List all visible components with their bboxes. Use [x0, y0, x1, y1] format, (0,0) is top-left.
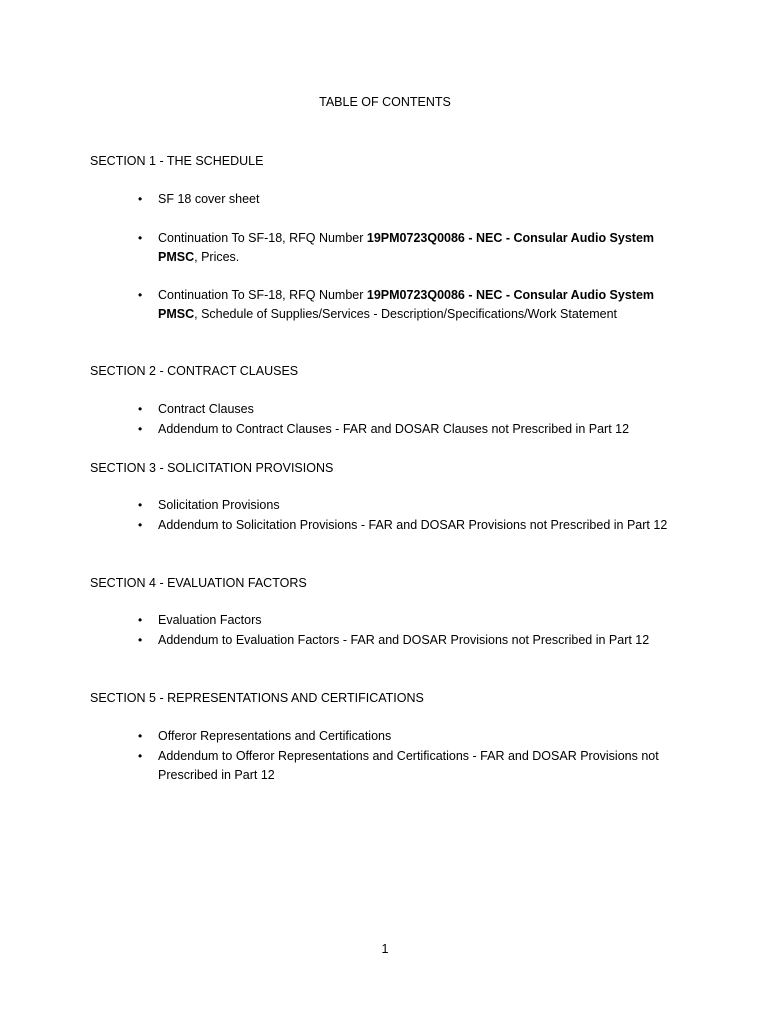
section-item-list	[90, 727, 690, 785]
bullet-icon: •	[138, 231, 143, 245]
bullet-icon: •	[138, 402, 143, 416]
list-item	[90, 516, 690, 535]
section-item-list	[90, 496, 690, 535]
bullet-icon: •	[138, 422, 143, 436]
bullet-icon: •	[138, 729, 143, 743]
list-item	[90, 400, 690, 419]
list-item	[90, 420, 690, 439]
section-3	[90, 459, 690, 535]
item-text: Evaluation Factors	[158, 613, 262, 627]
item-text: Addendum to Offeror Representations and Certifications - FAR and DOSAR Provisions not Prescribed in Part 12	[158, 749, 659, 782]
bullet-icon: •	[138, 749, 143, 763]
list-item	[90, 229, 690, 267]
bullet-icon: •	[138, 192, 143, 206]
section-heading: SECTION 5 - REPRESENTATIONS AND CERTIFICATIONS	[90, 691, 424, 705]
list-item	[90, 611, 690, 630]
section-heading: SECTION 2 - CONTRACT CLAUSES	[90, 364, 299, 378]
section-heading: SECTION 4 - EVALUATION FACTORS	[90, 576, 307, 590]
list-item	[90, 286, 690, 324]
item-text-bold: 19PM0723Q0086 - NEC - Consular Audio System PMSC	[158, 231, 655, 264]
bullet-icon: •	[138, 518, 143, 532]
section-item-list	[90, 190, 690, 324]
item-text: Contract Clauses	[158, 402, 254, 416]
item-text-post: , Prices.	[194, 250, 240, 264]
item-text-pre: Continuation To SF-18, RFQ Number	[158, 288, 367, 302]
list-item	[90, 190, 690, 209]
bullet-icon: •	[138, 613, 143, 627]
page-title: TABLE OF CONTENTS	[319, 95, 451, 109]
section-heading: SECTION 3 - SOLICITATION PROVISIONS	[90, 461, 334, 475]
item-text: Addendum to Contract Clauses - FAR and DOSAR Clauses not Prescribed in Part 12	[158, 422, 630, 436]
section-heading: SECTION 1 - THE SCHEDULE	[90, 154, 264, 168]
page-number: 1	[381, 942, 389, 956]
list-item	[90, 747, 690, 785]
section-4	[90, 574, 690, 650]
bullet-icon: •	[138, 633, 143, 647]
item-text-pre: Continuation To SF-18, RFQ Number	[158, 231, 367, 245]
bullet-icon: •	[138, 498, 143, 512]
item-text: SF 18 cover sheet	[158, 192, 260, 206]
section-2	[90, 362, 690, 439]
item-text-bold: 19PM0723Q0086 - NEC - Consular Audio System PMSC	[158, 288, 655, 321]
section-5	[90, 689, 690, 785]
item-text: Solicitation Provisions	[158, 498, 280, 512]
item-text: Offeror Representations and Certifications	[158, 729, 392, 743]
list-item	[90, 727, 690, 746]
item-text: Addendum to Evaluation Factors - FAR and DOSAR Provisions not Prescribed in Part 12	[158, 633, 650, 647]
list-item	[90, 631, 690, 650]
item-text: Addendum to Solicitation Provisions - FAR and DOSAR Provisions not Prescribed in Part 12	[158, 518, 668, 532]
bullet-icon: •	[138, 288, 143, 302]
item-text-post: , Schedule of Supplies/Services - Description/Specifications/Work Statement	[194, 307, 618, 321]
section-item-list	[90, 611, 690, 650]
section-1	[90, 152, 690, 324]
section-item-list	[90, 400, 690, 439]
list-item	[90, 496, 690, 515]
